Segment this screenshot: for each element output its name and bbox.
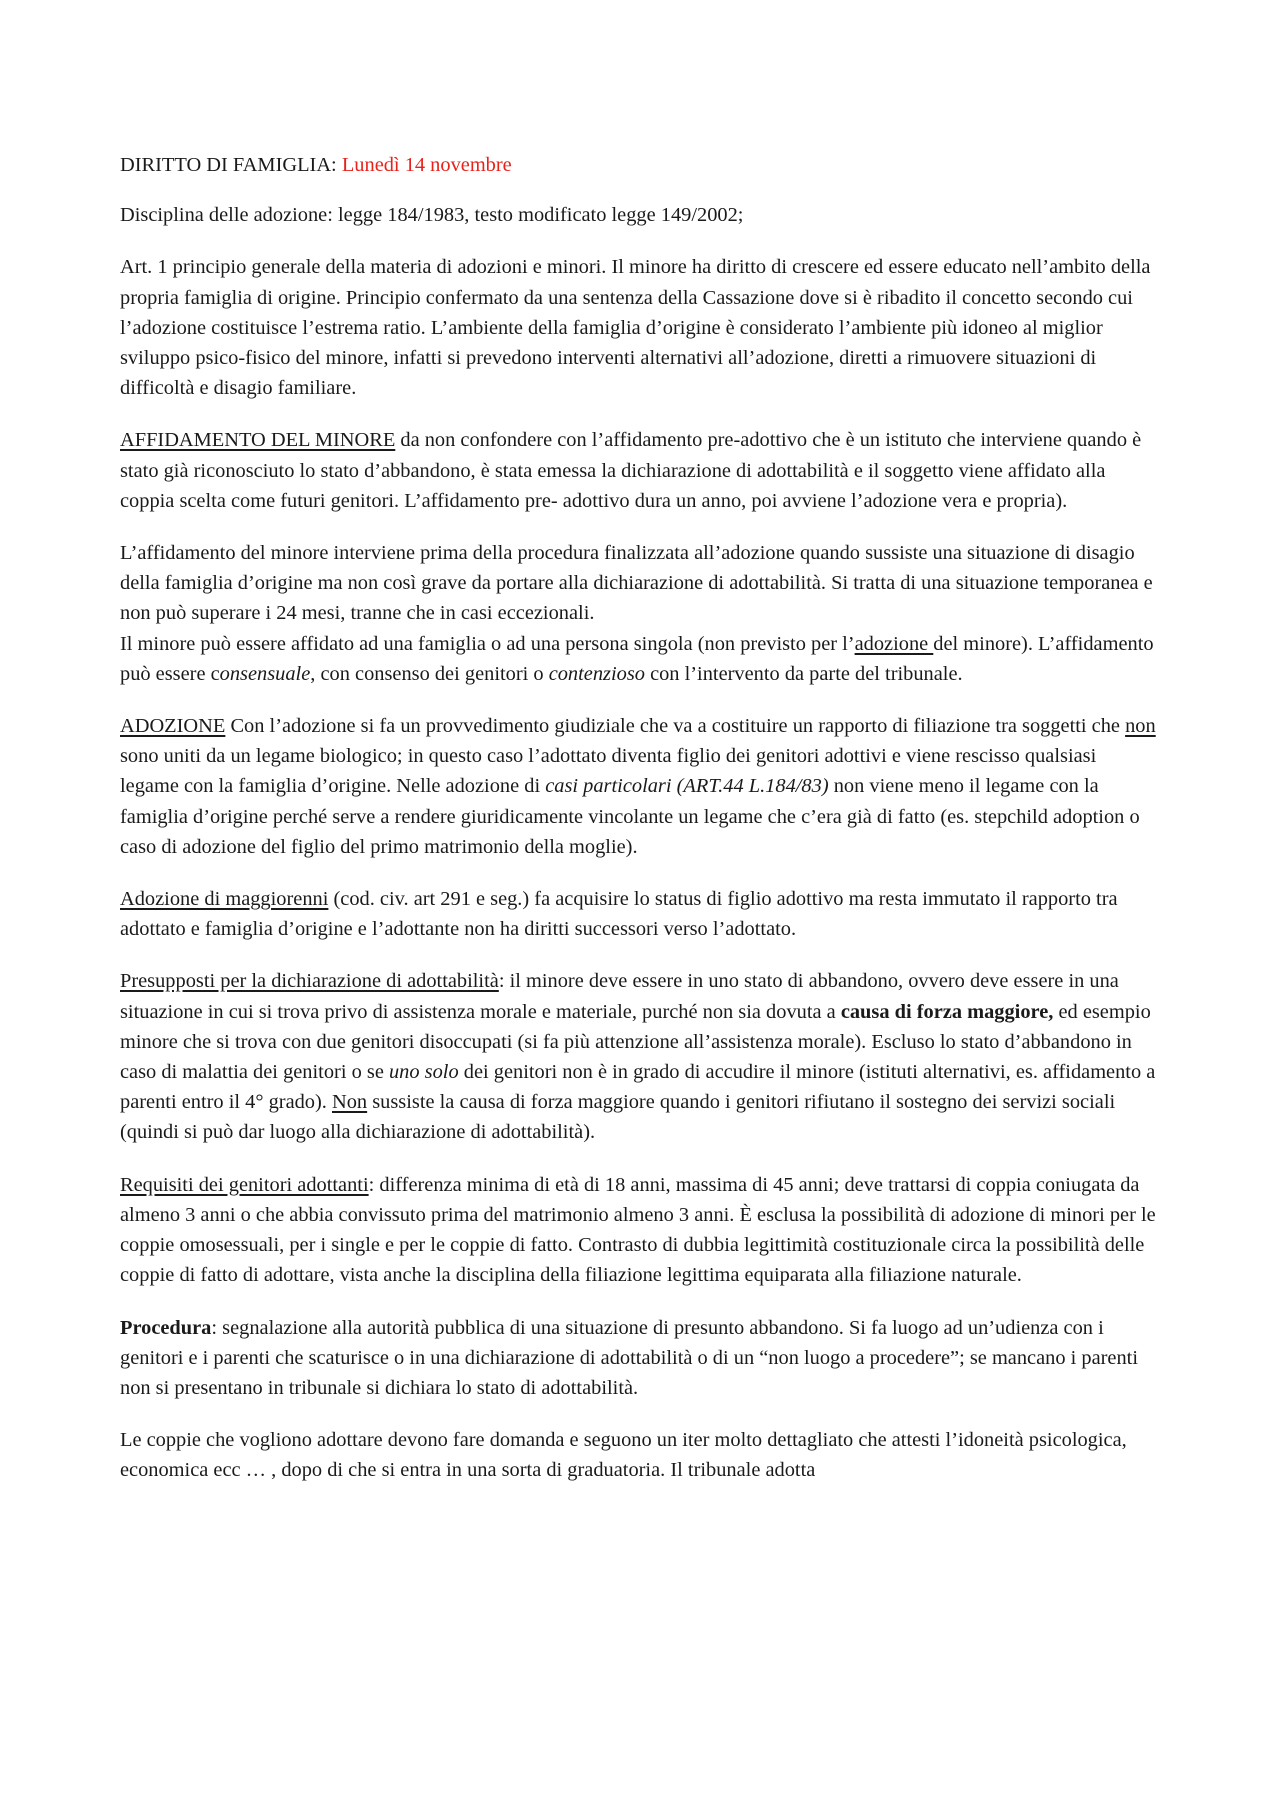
presupposti-text-1: : il minore deve essere in uno stato di abbandono, ovvero deve essere in una situazione in cui si trova privo di assistenza morale e materiale, purché non sia dovuta a (120, 970, 1119, 1023)
paragraph-presupposti (120, 966, 1160, 1147)
paragraph-affidamento-2 (120, 538, 1160, 689)
paragraph-procedura (120, 1313, 1160, 1404)
heading-presupposti: Presupposti per la dichiarazione di adottabilità (120, 970, 499, 993)
paragraph-disciplina: Disciplina delle adozione: legge 184/1983, testo modificato legge 149/2002; (120, 204, 744, 227)
title-label: DIRITTO DI FAMIGLIA: (120, 154, 337, 176)
paragraph-adozione (120, 711, 1160, 862)
affidamento2-text-4: , con consenso dei genitori o (310, 662, 549, 685)
presupposti-underlined: Non (332, 1091, 368, 1114)
affidamento2-italic-2: contenzioso (548, 662, 645, 685)
affidamento2-underlined: adozione (854, 632, 934, 655)
affidamento2-text-2: Il minore può essere affidato ad una famiglia o ad una persona singola (non previsto per l’ (120, 632, 855, 655)
adozione-underlined: non (1125, 715, 1156, 738)
presupposti-text-4: sussiste la causa di forza maggiore quando i genitori rifiutano il sostegno dei servizi sociali (quindi si può dar luogo alla dichiarazione di adottabilità). (120, 1091, 1116, 1144)
paragraph-coppie: Le coppie che vogliono adottare devono fare domanda e seguono un iter molto dettagliato che attesti l’idoneità psicologica, economica ecc … , dopo di che si entra in una sorta di graduatoria. Il tribunale adotta (120, 1429, 1127, 1482)
paragraph-art1: Art. 1 principio generale della materia di adozioni e minori. Il minore ha diritto di crescere ed essere educato nell’ambito della propria famiglia di origine. Principio confermato da una sentenza della Cassazione dove si è ribadito il concetto secondo cui l’adozione costituisce l’estrema ratio. L’ambiente della famiglia d’origine è considerato l’ambiente più idoneo al miglior sviluppo psico-fisico del minore, infatti si prevedono interventi alternativi all’adozione, diretti a rimuovere situazioni di difficoltà e disagio familiare. (120, 256, 1151, 400)
heading-affidamento: AFFIDAMENTO DEL MINORE (120, 429, 396, 452)
adozione-text-2: sono uniti da un legame biologico; in questo caso l’adottato diventa figlio dei genitori adottivi e viene rescisso qualsiasi legame con la famiglia d’origine. Nelle adozione di (120, 745, 1097, 798)
affidamento2-text-5: con l’intervento da parte del tribunale. (644, 662, 963, 685)
presupposti-text-3: dei genitori non è in grado di accudire il minore (istituti alternativi, es. affidamento a parenti entro il 4° grado). (120, 1061, 1156, 1114)
requisiti-text: : differenza minima di età di 18 anni, massima di 45 anni; deve trattarsi di coppia coniugata da almeno 3 anni o che abbia convissuto prima del matrimonio almeno 3 anni. È esclusa la possibilità di adozione di minori per le coppie omosessuali, per i single e per le coppie di fatto. Contrasto di dubbia legittimità costituzionale circa la possibilità delle coppie di fatto di adottare, vista anche la disciplina della filiazione legittima equiparata alla filiazione naturale. (120, 1173, 1156, 1287)
paragraph-affidamento (120, 425, 1160, 516)
title-date: Lunedì 14 novembre (341, 154, 512, 176)
procedura-text: : segnalazione alla autorità pubblica di una situazione di presunto abbandono. Si fa luogo ad un’udienza con i genitori e i parenti che scaturisce o in una dichiarazione di adottabilità o di un “non luogo a procedere”; se mancano i parenti non si presentano in tribunale si dichiara lo stato di adottabilità. (120, 1316, 1139, 1399)
paragraph-maggiorenni (120, 884, 1160, 944)
heading-procedura: Procedura (120, 1316, 212, 1339)
affidamento-text: da non confondere con l’affidamento pre-adottivo che è un istituto che interviene quando è stato già riconosciuto lo stato d’abbandono, è stata emessa la dichiarazione di adottabilità e il soggetto viene affidato alla coppia scelta come futuri genitori. L’affidamento pre- adottivo dura un anno, poi avviene l’adozione vera e propria). (120, 429, 1142, 512)
presupposti-text-2: ed esempio minore che si trova con due genitori disoccupati (si fa più attenzione all’assistenza morale). Escluso lo stato d’abbandono in caso di malattia dei genitori o se (120, 1000, 1151, 1084)
presupposti-italic: uno solo (388, 1061, 459, 1084)
document-page (120, 150, 1160, 1508)
heading-maggiorenni: Adozione di maggiorenni (120, 888, 329, 911)
adozione-italic: casi particolari (ART.44 L.184/83) (545, 775, 829, 798)
affidamento2-text-1: L’affidamento del minore interviene prima della procedura finalizzata all’adozione quando sussiste una situazione di disagio della famiglia d’origine ma non così grave da portare alla dichiarazione di adottabilità. Si tratta di una situazione temporanea e non può superare i 24 mesi, tranne che in casi eccezionali. (120, 542, 1153, 625)
affidamento2-italic-1: onsensuale (219, 662, 311, 685)
presupposti-bold: causa di forza maggiore, (840, 1000, 1054, 1023)
adozione-text-3: non viene meno il legame con la famiglia d’origine perché serve a rendere giuridicamente vincolante un legame che c’era già di fatto (es. stepchild adoption o caso di adozione del figlio del primo matrimonio della moglie). (120, 775, 1140, 858)
maggiorenni-text: (cod. civ. art 291 e seg.) fa acquisire lo status di figlio adottivo ma resta immutato il rapporto tra adottato e famiglia d’origine e l’adottante non ha diritti successori verso l’adottato. (120, 888, 1118, 941)
paragraph-requisiti (120, 1170, 1160, 1291)
adozione-text-1: Con l’adozione si fa un provvedimento giudiziale che va a costituire un rapporto di filiazione tra soggetti che (225, 715, 1126, 738)
affidamento2-text-3: del minore). L’affidamento può essere c (120, 632, 1154, 685)
heading-requisiti: Requisiti dei genitori adottanti (120, 1173, 369, 1196)
heading-adozione: ADOZIONE (120, 715, 226, 738)
page-title (120, 150, 1160, 180)
